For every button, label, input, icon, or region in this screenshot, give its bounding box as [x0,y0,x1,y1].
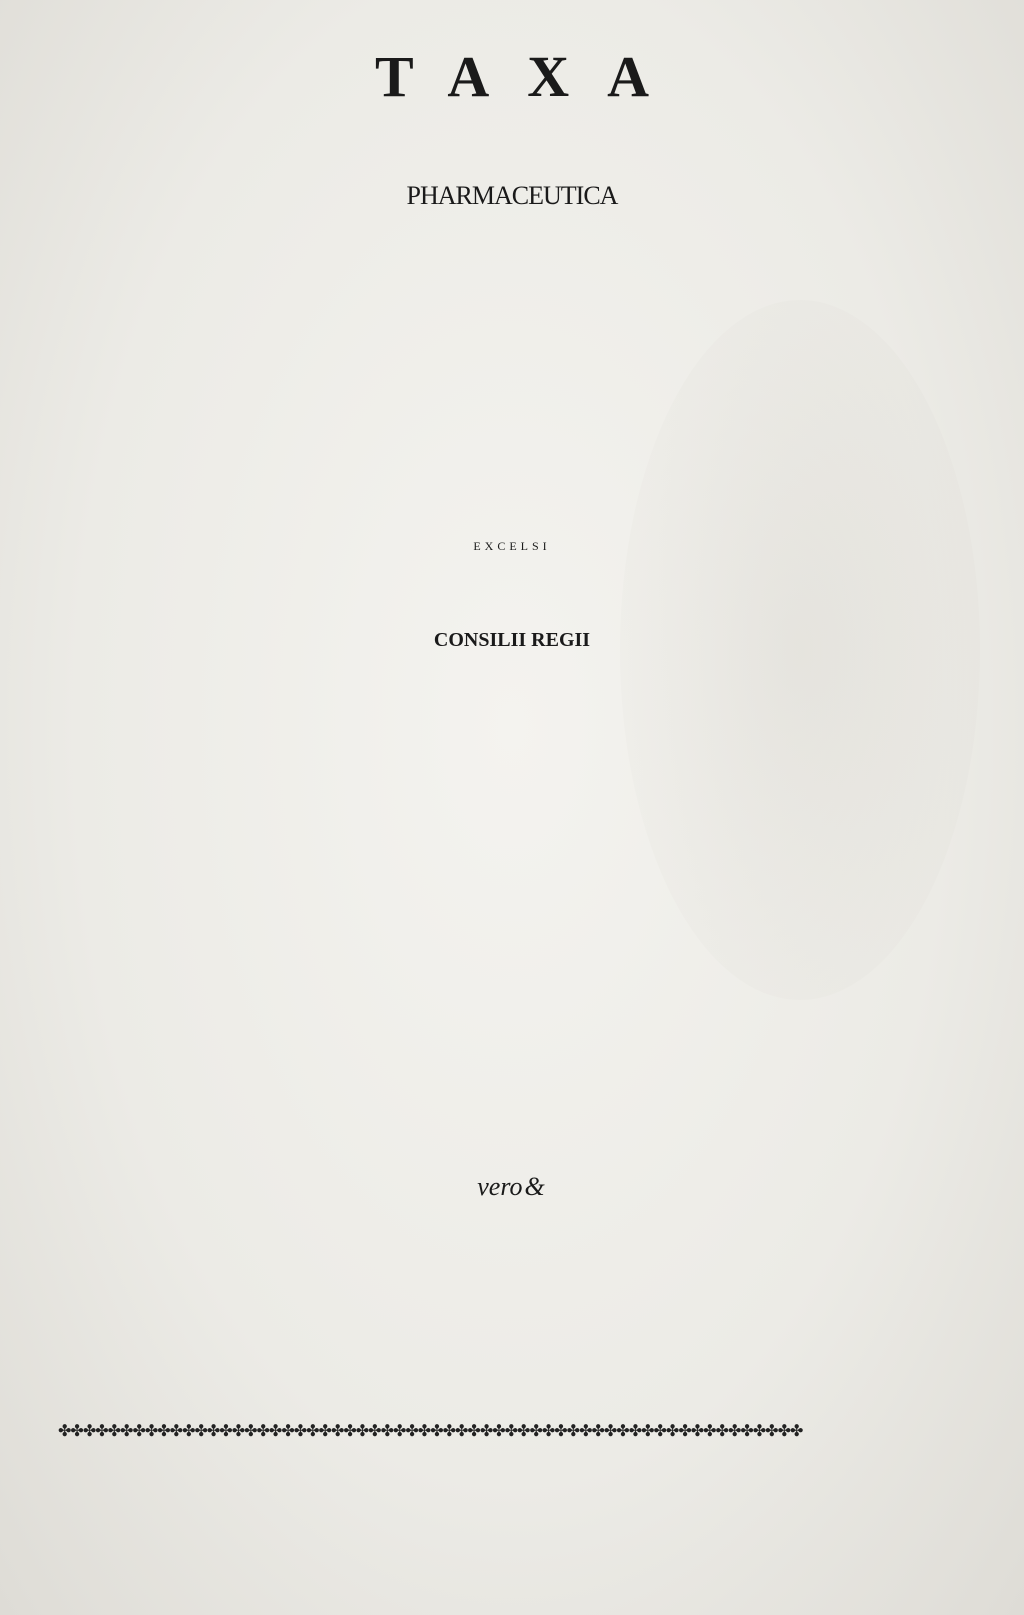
excelsi: EXCELSI [473,539,551,553]
paper-show-through [620,300,980,1000]
ornamental-rule: ✤✤✤✤✤✤✤✤✤✤✤✤✤✤✤✤✤✤✤✤✤✤✤✤✤✤✤✤✤✤✤✤✤✤✤✤✤✤✤✤✤✤✤✤✤✤✤✤✤✤✤✤✤✤✤✤✤✤✤✤ [58,1423,803,1437]
vero-word: vero [477,1172,523,1201]
opera-vero-studio [0,1174,1024,1200]
ampersand: & [524,1172,545,1201]
consilii-regii: CONSILII REGII [433,629,591,651]
title-taxa: TAXA [374,44,688,109]
title-pharmaceutica: PHARMACEUTICA [406,181,618,210]
